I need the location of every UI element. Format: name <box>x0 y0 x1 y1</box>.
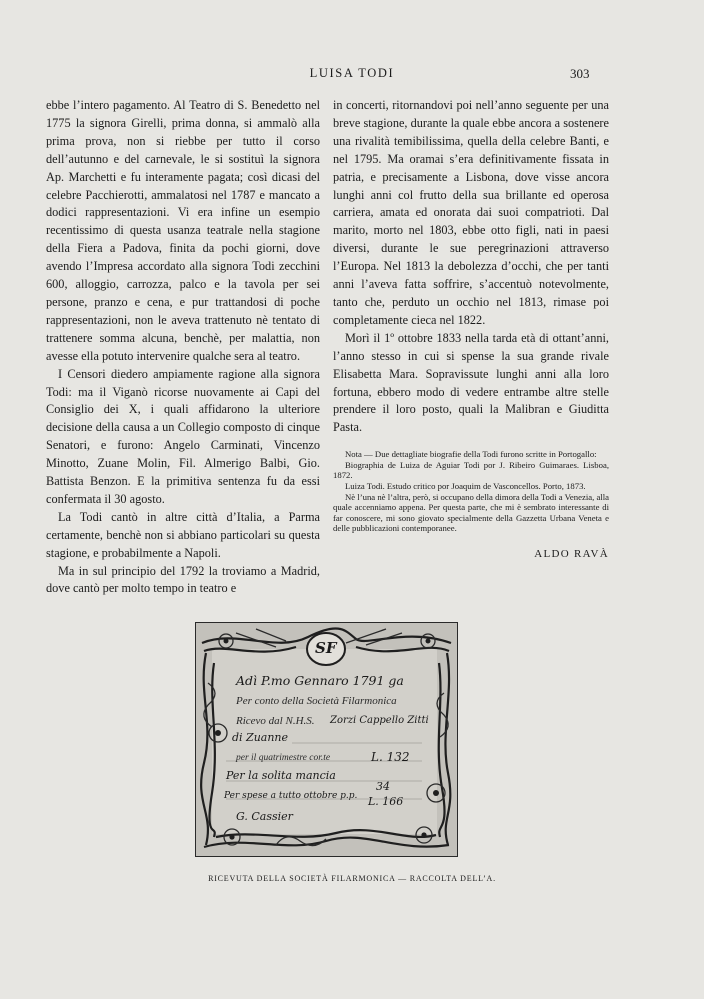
footnote-line: Nè l’una nè l’altra, però, si occupano della dimora della Todi a Venezia, alla quale accenniamo appena. Per questa parte, che mi è sembrato interessante di far conoscere, mi sono giovato specialmente della Gazzetta Urbana Veneta e delle pubblicazioni contemporanee. <box>333 491 609 534</box>
left-column <box>46 97 320 598</box>
receipt-payer: Zorzi Cappello Zitti <box>330 715 429 726</box>
figure-caption: RICEVUTA DELLA SOCIETÀ FILARMONICA — RACCOLTA DELL’A. <box>208 874 496 883</box>
page-number: 303 <box>570 66 590 81</box>
paragraph: Morì il 1º ottobre 1833 nella tarda età di ottant’anni, l’anno stesso in cui si spense la sua grande rivale Elisabetta Mara. Sopravissute lunghi anni alla loro fortuna, ebbero modo di vedere entrambe altre stelle prendere il loro posto, quali la Malibran e Giuditta Pasta. <box>333 330 609 435</box>
running-title: LUISA TODI <box>309 66 395 80</box>
receipt-printed-line: Ricevo dal N.H.S. <box>236 715 315 727</box>
receipt-image <box>195 622 458 857</box>
receipt-date: Adì P.mo Gennaro 1791 ga <box>236 673 404 688</box>
receipt-entry: Per la solita mancia <box>226 769 336 782</box>
receipt-printed-line: Per conto della Società Filarmonica <box>236 695 397 707</box>
footnote <box>333 449 609 534</box>
paragraph: in concerti, ritornandovi poi nell’anno seguente per una breve stagione, durante la quale ebbe ancora a sostenere una rivalità temibilissima, quella della celebre Banti, e nel 1795. Ma oramai s’era definitivamente fissata in patria, e precisamente a Lisbona, dove visse ancora lunghi anni col frutto della sua brillante ed operosa carriera, amata ed onorata dai suoi compatrioti. Dal marito, morto nel 1803, ebbe otto figli, nati in paesi diversi, durante le sue peregrinazioni attraverso l’Europa. Nel 1813 la debolezza d’occhi, che per tanti anni l’aveva fatta soffrire, s’accentuò notevolmente, tanto che, perduto un occhio nel 1813, rimase poi completamente cieca nel 1822. <box>333 98 609 327</box>
receipt-entry-amount: 34 <box>376 780 390 793</box>
paragraph: La Todi cantò in altre città d’Italia, a Parma certamente, benchè non si abbiano particolari su questa stagione, e probabilmente a Napoli. <box>46 509 320 560</box>
paragraph: Ma in sul principio del 1792 la troviamo a Madrid, dove cantò per molto tempo in teatro e <box>46 563 320 596</box>
paragraph: ebbe l’intero pagamento. Al Teatro di S. Benedetto nel 1775 la signora Girelli, prima donna, si ammalò alla prima prova, non si riebbe per tutto il corso dell’autunno e del carnevale, le si sostituì la signora Ap. Marchetti e fu interamente pagata; così dicasi del celebre Pacchierotti, ammalatosi nel 1787 e mancato a dodici rappresentazioni. Vi era infine un esempio recentissimo di questa usanza teatrale nella stagione della Fiera a Padova, finita da pochi giorni, dove avendo l’Impresa accordato alla signora Todi zecchini 600, alloggio, carrozza, palco e la tavola per sei persone, pranzo e cena, e pur trattandosi di poche rappresentazioni, non le aveva trattenuto nè tentato di trattenere somma alcuna, benchè, per malattia, non avesse ella potuto intervenire qualche sera al teatro. <box>46 98 320 363</box>
receipt-total: L. 166 <box>368 795 404 808</box>
footnote-line: Biographia de Luiza de Aguiar Todi por J. Ribeiro Guimaraes. Lisboa, 1872. <box>333 459 609 481</box>
footnote-line: Nota — Due dettagliate biografie della Todi furono scritte in Portogallo: <box>345 449 597 460</box>
receipt-signature: G. Cassier <box>236 810 293 823</box>
right-column <box>333 97 609 564</box>
paragraph: I Censori diedero ampiamente ragione alla signora Todi: ma il Viganò ricorse nuovamente ai Capi del Consiglio dei X, i quali affidarono la ulteriore decisione della causa a un Collegio composto di cinque Senatori, e furono: Angelo Carminati, Vincenzo Minotto, Zuane Molin, Fil. Almerigo Balbi, Gio. Battista Benzon. E la primitiva sentenza fu da essi confermata il 30 agosto. <box>46 366 320 506</box>
receipt-sum: L. 132 <box>371 750 410 764</box>
receipt-entry: Per spese a tutto ottobre p.p. <box>224 791 358 801</box>
receipt-monogram: SF <box>315 639 337 657</box>
footnote-line: Luiza Todi. Estudo critico por Joaquim de Vasconcellos. Porto, 1873. <box>345 481 586 491</box>
receipt-payer-line2: di Zuanne <box>232 731 289 744</box>
author-signature: ALDO RAVÀ <box>534 547 609 560</box>
receipt-printed-line: per il quatrimestre cor.te <box>236 753 331 763</box>
